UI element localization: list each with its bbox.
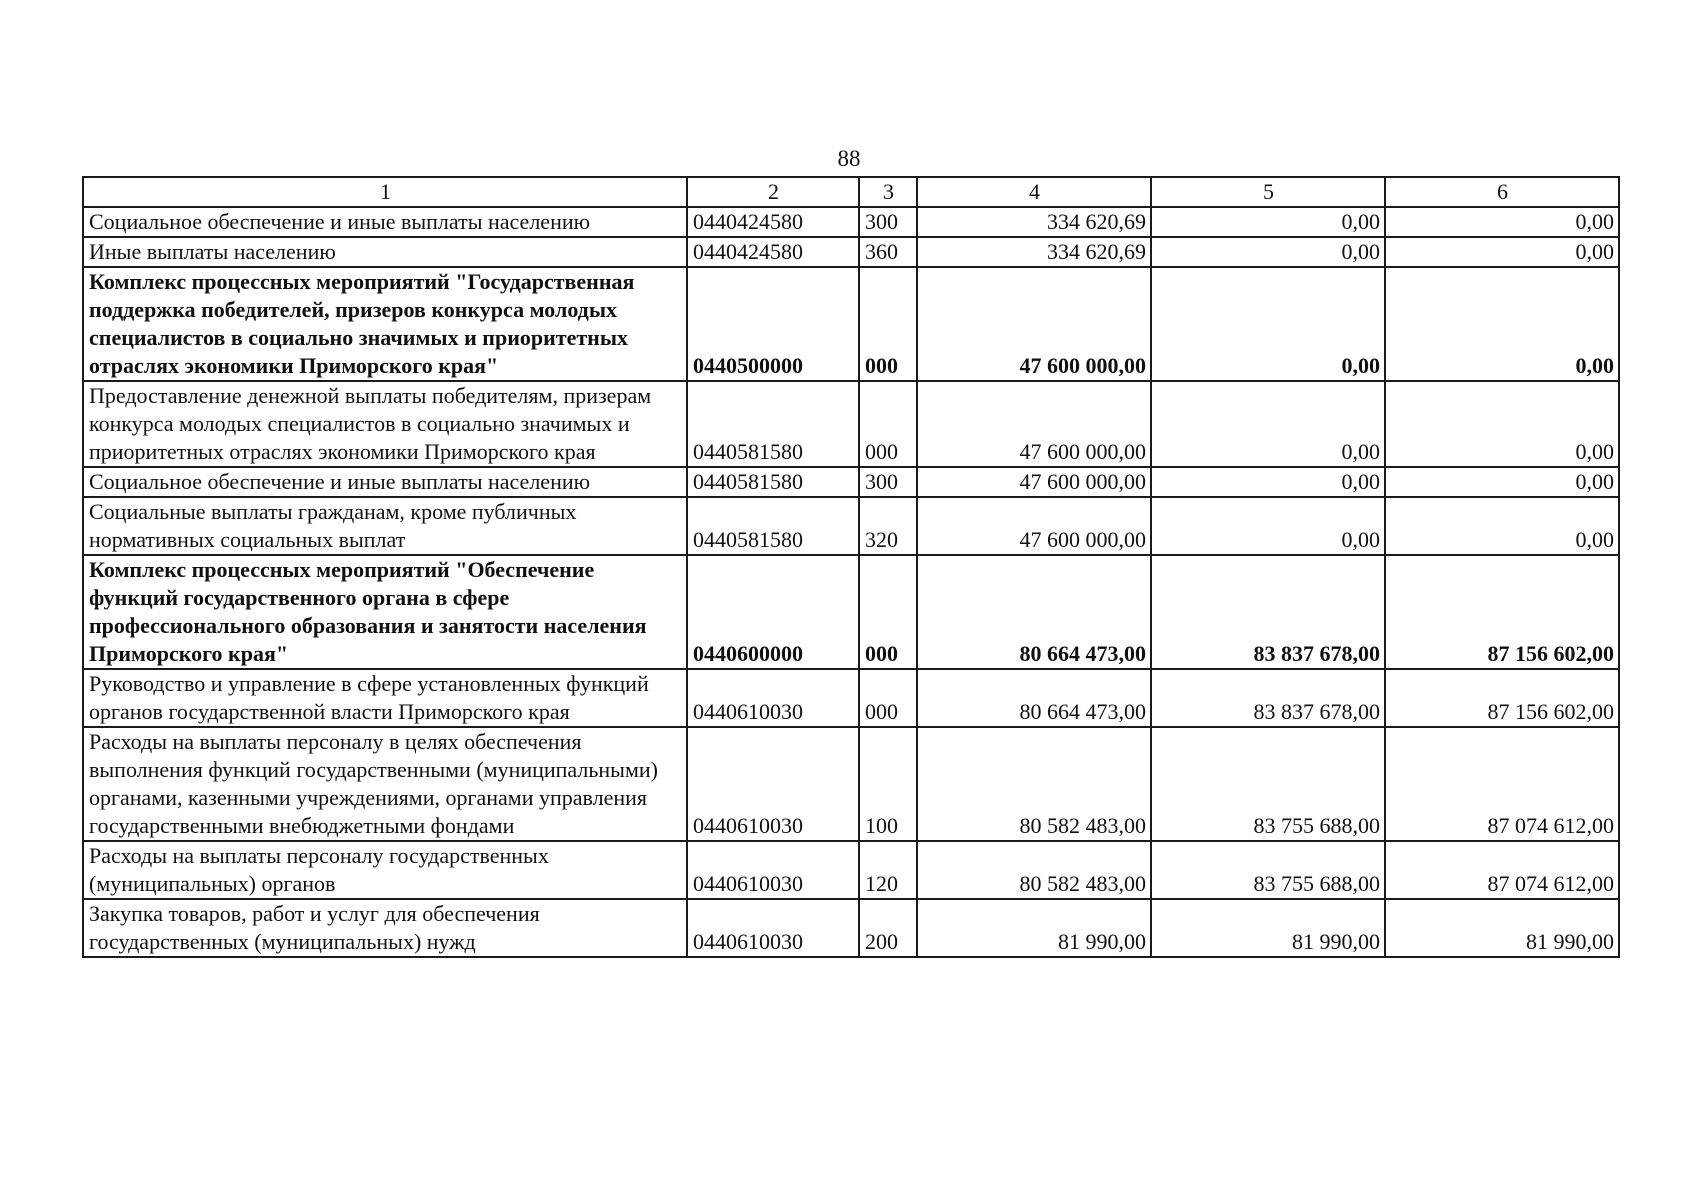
row-value-col6-cell: 0,00 bbox=[1385, 467, 1619, 497]
row-value-col5-cell: 83 837 678,00 bbox=[1151, 555, 1385, 669]
row-value-col5-cell: 0,00 bbox=[1151, 381, 1385, 467]
row-value-col5-cell: 0,00 bbox=[1151, 267, 1385, 381]
row-type-cell: 000 bbox=[859, 381, 917, 467]
row-code-cell: 0440600000 bbox=[687, 555, 859, 669]
column-number-header: 5 bbox=[1151, 177, 1385, 207]
row-value-col6-cell: 0,00 bbox=[1385, 381, 1619, 467]
table-row bbox=[83, 841, 1619, 899]
table-row bbox=[83, 267, 1619, 381]
row-code-cell: 0440581580 bbox=[687, 381, 859, 467]
row-code-cell: 0440610030 bbox=[687, 899, 859, 957]
column-number-header: 2 bbox=[687, 177, 859, 207]
column-number-header: 3 bbox=[859, 177, 917, 207]
column-number-header: 6 bbox=[1385, 177, 1619, 207]
row-value-col4-cell: 80 582 483,00 bbox=[917, 841, 1151, 899]
row-value-col4-cell: 47 600 000,00 bbox=[917, 497, 1151, 555]
row-name-cell: Закупка товаров, работ и услуг для обеспечения государственных (муниципальных) нужд bbox=[83, 899, 687, 957]
row-type-cell: 100 bbox=[859, 727, 917, 841]
row-value-col5-cell: 0,00 bbox=[1151, 497, 1385, 555]
row-value-col5-cell: 0,00 bbox=[1151, 467, 1385, 497]
row-value-col4-cell: 47 600 000,00 bbox=[917, 267, 1151, 381]
row-type-cell: 000 bbox=[859, 267, 917, 381]
row-name-cell: Расходы на выплаты персоналу государственных (муниципальных) органов bbox=[83, 841, 687, 899]
row-value-col5-cell: 81 990,00 bbox=[1151, 899, 1385, 957]
row-value-col6-cell: 0,00 bbox=[1385, 237, 1619, 267]
row-value-col5-cell: 83 837 678,00 bbox=[1151, 669, 1385, 727]
page-number: 88 bbox=[837, 146, 861, 171]
table-row bbox=[83, 467, 1619, 497]
row-type-cell: 200 bbox=[859, 899, 917, 957]
row-code-cell: 0440610030 bbox=[687, 669, 859, 727]
row-value-col6-cell: 0,00 bbox=[1385, 207, 1619, 237]
column-number-header: 1 bbox=[83, 177, 687, 207]
row-value-col4-cell: 334 620,69 bbox=[917, 237, 1151, 267]
row-value-col4-cell: 81 990,00 bbox=[917, 899, 1151, 957]
row-type-cell: 320 bbox=[859, 497, 917, 555]
row-code-cell: 0440424580 bbox=[687, 237, 859, 267]
row-type-cell: 120 bbox=[859, 841, 917, 899]
row-name-cell: Расходы на выплаты персоналу в целях обеспечения выполнения функций государственными (муниципальными) органами, казенными учреждениями, органами управления государственными внебюджетными фондами bbox=[83, 727, 687, 841]
row-type-cell: 000 bbox=[859, 669, 917, 727]
column-number-row bbox=[83, 177, 1619, 207]
row-type-cell: 360 bbox=[859, 237, 917, 267]
table-row bbox=[83, 669, 1619, 727]
row-code-cell: 0440424580 bbox=[687, 207, 859, 237]
row-value-col6-cell: 87 074 612,00 bbox=[1385, 727, 1619, 841]
row-value-col5-cell: 0,00 bbox=[1151, 207, 1385, 237]
row-name-cell: Предоставление денежной выплаты победителям, призерам конкурса молодых специалистов в социально значимых и приоритетных отраслях экономики Приморского края bbox=[83, 381, 687, 467]
row-name-cell: Комплекс процессных мероприятий "Обеспечение функций государственного органа в сфере профессионального образования и занятости населения Приморского края" bbox=[83, 555, 687, 669]
row-value-col5-cell: 0,00 bbox=[1151, 237, 1385, 267]
row-type-cell: 300 bbox=[859, 207, 917, 237]
table-row bbox=[83, 497, 1619, 555]
row-value-col4-cell: 80 664 473,00 bbox=[917, 555, 1151, 669]
row-value-col4-cell: 80 582 483,00 bbox=[917, 727, 1151, 841]
row-value-col6-cell: 87 074 612,00 bbox=[1385, 841, 1619, 899]
row-name-cell: Комплекс процессных мероприятий "Государственная поддержка победителей, призеров конкурса молодых специалистов в социально значимых и приоритетных отраслях экономики Приморского края" bbox=[83, 267, 687, 381]
row-value-col6-cell: 87 156 602,00 bbox=[1385, 669, 1619, 727]
row-code-cell: 0440500000 bbox=[687, 267, 859, 381]
row-name-cell: Социальное обеспечение и иные выплаты населению bbox=[83, 467, 687, 497]
row-value-col6-cell: 81 990,00 bbox=[1385, 899, 1619, 957]
row-value-col4-cell: 47 600 000,00 bbox=[917, 467, 1151, 497]
table-row bbox=[83, 727, 1619, 841]
row-name-cell: Социальные выплаты гражданам, кроме публичных нормативных социальных выплат bbox=[83, 497, 687, 555]
row-value-col6-cell: 0,00 bbox=[1385, 497, 1619, 555]
row-code-cell: 0440610030 bbox=[687, 727, 859, 841]
row-value-col4-cell: 80 664 473,00 bbox=[917, 669, 1151, 727]
row-value-col6-cell: 87 156 602,00 bbox=[1385, 555, 1619, 669]
row-name-cell: Руководство и управление в сфере установленных функций органов государственной власти Приморского края bbox=[83, 669, 687, 727]
row-value-col4-cell: 47 600 000,00 bbox=[917, 381, 1151, 467]
row-value-col5-cell: 83 755 688,00 bbox=[1151, 727, 1385, 841]
row-code-cell: 0440581580 bbox=[687, 497, 859, 555]
row-value-col4-cell: 334 620,69 bbox=[917, 207, 1151, 237]
row-value-col5-cell: 83 755 688,00 bbox=[1151, 841, 1385, 899]
row-name-cell: Иные выплаты населению bbox=[83, 237, 687, 267]
table-row bbox=[83, 899, 1619, 957]
table-row bbox=[83, 207, 1619, 237]
row-name-cell: Социальное обеспечение и иные выплаты населению bbox=[83, 207, 687, 237]
table-row bbox=[83, 555, 1619, 669]
row-type-cell: 300 bbox=[859, 467, 917, 497]
row-type-cell: 000 bbox=[859, 555, 917, 669]
table-row bbox=[83, 381, 1619, 467]
row-value-col6-cell: 0,00 bbox=[1385, 267, 1619, 381]
column-number-header: 4 bbox=[917, 177, 1151, 207]
row-code-cell: 0440610030 bbox=[687, 841, 859, 899]
table-row bbox=[83, 237, 1619, 267]
row-code-cell: 0440581580 bbox=[687, 467, 859, 497]
budget-table bbox=[82, 176, 1620, 958]
